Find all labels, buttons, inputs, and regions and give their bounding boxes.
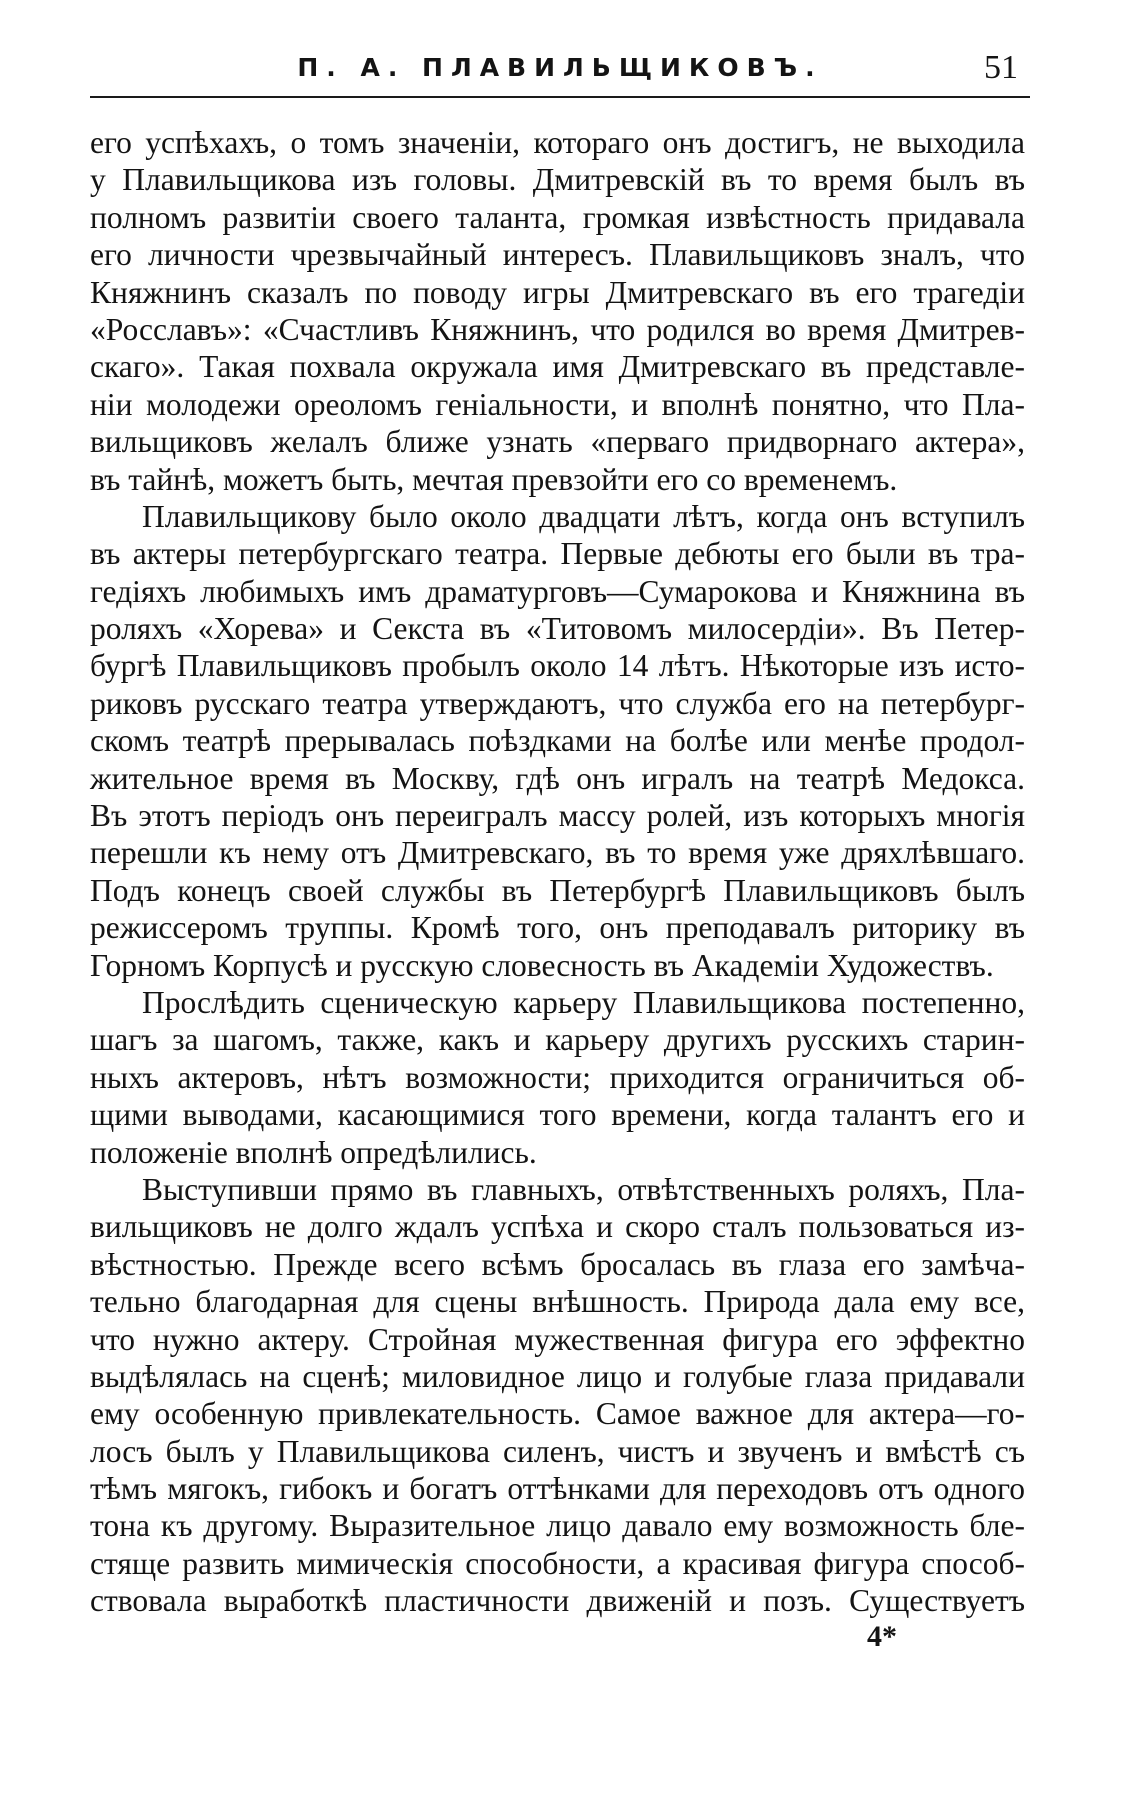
text-line: ему особенную привлекательность. Самое важное для актера—го- (90, 1396, 1025, 1432)
text-line: выдѣлялась на сценѣ; миловидное лицо и голубые глаза придавали (90, 1358, 1025, 1394)
text-line: въ тайнѣ, можетъ быть, мечтая превзойти его со временемъ. (90, 461, 898, 497)
body-text (90, 124, 1025, 1620)
text-line: скаго». Такая похвала окружала имя Дмитревскаго въ представле- (90, 349, 1025, 385)
text-line: въ актеры петербургскаго театра. Первые дебюты его были въ тра- (90, 536, 1025, 572)
text-line: гедiяхъ любимыхъ имъ драматурговъ—Сумарокова и Княжнина въ (90, 573, 1025, 609)
text-line: Въ этотъ перiодъ онъ переигралъ массу ролей, изъ которыхъ многiя (90, 798, 1025, 834)
text-line: лосъ былъ у Плавильщикова силенъ, чистъ и звученъ и вмѣстѣ съ (90, 1433, 1025, 1469)
text-line: полномъ развитiи своего таланта, громкая извѣстность придавала (90, 199, 1025, 235)
text-line: что нужно актеру. Стройная мужественная фигура его эффектно (90, 1321, 1025, 1357)
running-head (90, 48, 1030, 98)
text-line: тѣмъ мягокъ, гибокъ и богатъ оттѣнками для переходовъ отъ одного (90, 1471, 1025, 1507)
text-line: нiи молодежи ореоломъ генiальности, и вполнѣ понятно, что Пла- (90, 386, 1025, 422)
text-line: жительное время въ Москву, гдѣ онъ игралъ на театрѣ Медокса. (90, 760, 1025, 796)
paragraph-first-line: Прослѣдить сценическую карьеру Плавильщикова постепенно, (142, 984, 1025, 1020)
paragraph-first-line: Выступивши прямо въ главныхъ, отвѣтственныхъ роляхъ, Пла- (142, 1171, 1025, 1207)
running-title: П. А. ПЛАВИЛЬЩИКОВЪ. (297, 53, 823, 82)
text-line: у Плавильщикова изъ головы. Дмитревскiй въ то время былъ въ (90, 162, 1025, 198)
page-number: 51 (984, 49, 1018, 86)
text-line: вильщиковъ желалъ ближе узнать «перваго придворнаго актера», (90, 424, 1025, 460)
signature-mark: 4* (867, 1620, 897, 1653)
text-line: положенiе вполнѣ опредѣлились. (90, 1134, 537, 1170)
text-line: Княжнинъ сказалъ по поводу игры Дмитревскаго въ его трагедiи (90, 274, 1025, 310)
text-line: тона къ другому. Выразительное лицо давало ему возможность бле- (90, 1508, 1025, 1544)
text-line: его успѣхахъ, о томъ значенiи, котораго онъ достигъ, не выходила (90, 125, 1025, 160)
text-line: стяще развить мимическiя способности, а красивая фигура способ- (90, 1545, 1025, 1581)
text-line: ныхъ актеровъ, нѣтъ возможности; приходится ограничиться об- (90, 1059, 1025, 1095)
text-line: режиссеромъ труппы. Кромѣ того, онъ преподавалъ риторику въ (90, 910, 1025, 946)
text-line: тельно благодарная для сцены внѣшность. Природа дала ему все, (90, 1284, 1025, 1320)
text-line: бургѣ Плавильщиковъ пробылъ около 14 лѣтъ. Нѣкоторые изъ исто- (90, 648, 1025, 684)
paragraph-first-line: Плавильщикову было около двадцати лѣтъ, когда онъ вступилъ (142, 498, 1025, 534)
text-line: вѣстностью. Прежде всего всѣмъ бросалась въ глаза его замѣча- (90, 1246, 1025, 1282)
text-line: Горномъ Корпусѣ и русскую словесность въ Академiи Художествъ. (90, 947, 994, 983)
header-rule (90, 96, 1030, 98)
text-line: роляхъ «Хорева» и Секста въ «Титовомъ милосердiи». Въ Петер- (90, 611, 1025, 647)
text-line: «Росславъ»: «Счастливъ Княжнинъ, что родился во время Дмитрев- (90, 311, 1025, 347)
text-line: шагъ за шагомъ, также, какъ и карьеру другихъ русскихъ старин- (90, 1022, 1025, 1058)
text-line: перешли къ нему отъ Дмитревскаго, въ то время уже дряхлѣвшаго. (90, 835, 1025, 871)
text-line: риковъ русскаго театра утверждаютъ, что служба его на петербург- (90, 685, 1025, 721)
text-line: щими выводами, касающимися того времени, когда талантъ его и (90, 1097, 1025, 1133)
text-line: скомъ театрѣ прерывалась поѣздками на болѣе или менѣе продол- (90, 723, 1025, 759)
text-line: вильщиковъ не долго ждалъ успѣха и скоро сталъ пользоваться из- (90, 1209, 1025, 1245)
text-line: ствовала выработкѣ пластичности движенiй и позъ. Существуетъ (90, 1583, 1025, 1619)
text-line: Подъ конецъ своей службы въ Петербургѣ Плавильщиковъ былъ (90, 872, 1025, 908)
text-line: его личности чрезвычайный интересъ. Плавильщиковъ зналъ, что (90, 237, 1025, 273)
